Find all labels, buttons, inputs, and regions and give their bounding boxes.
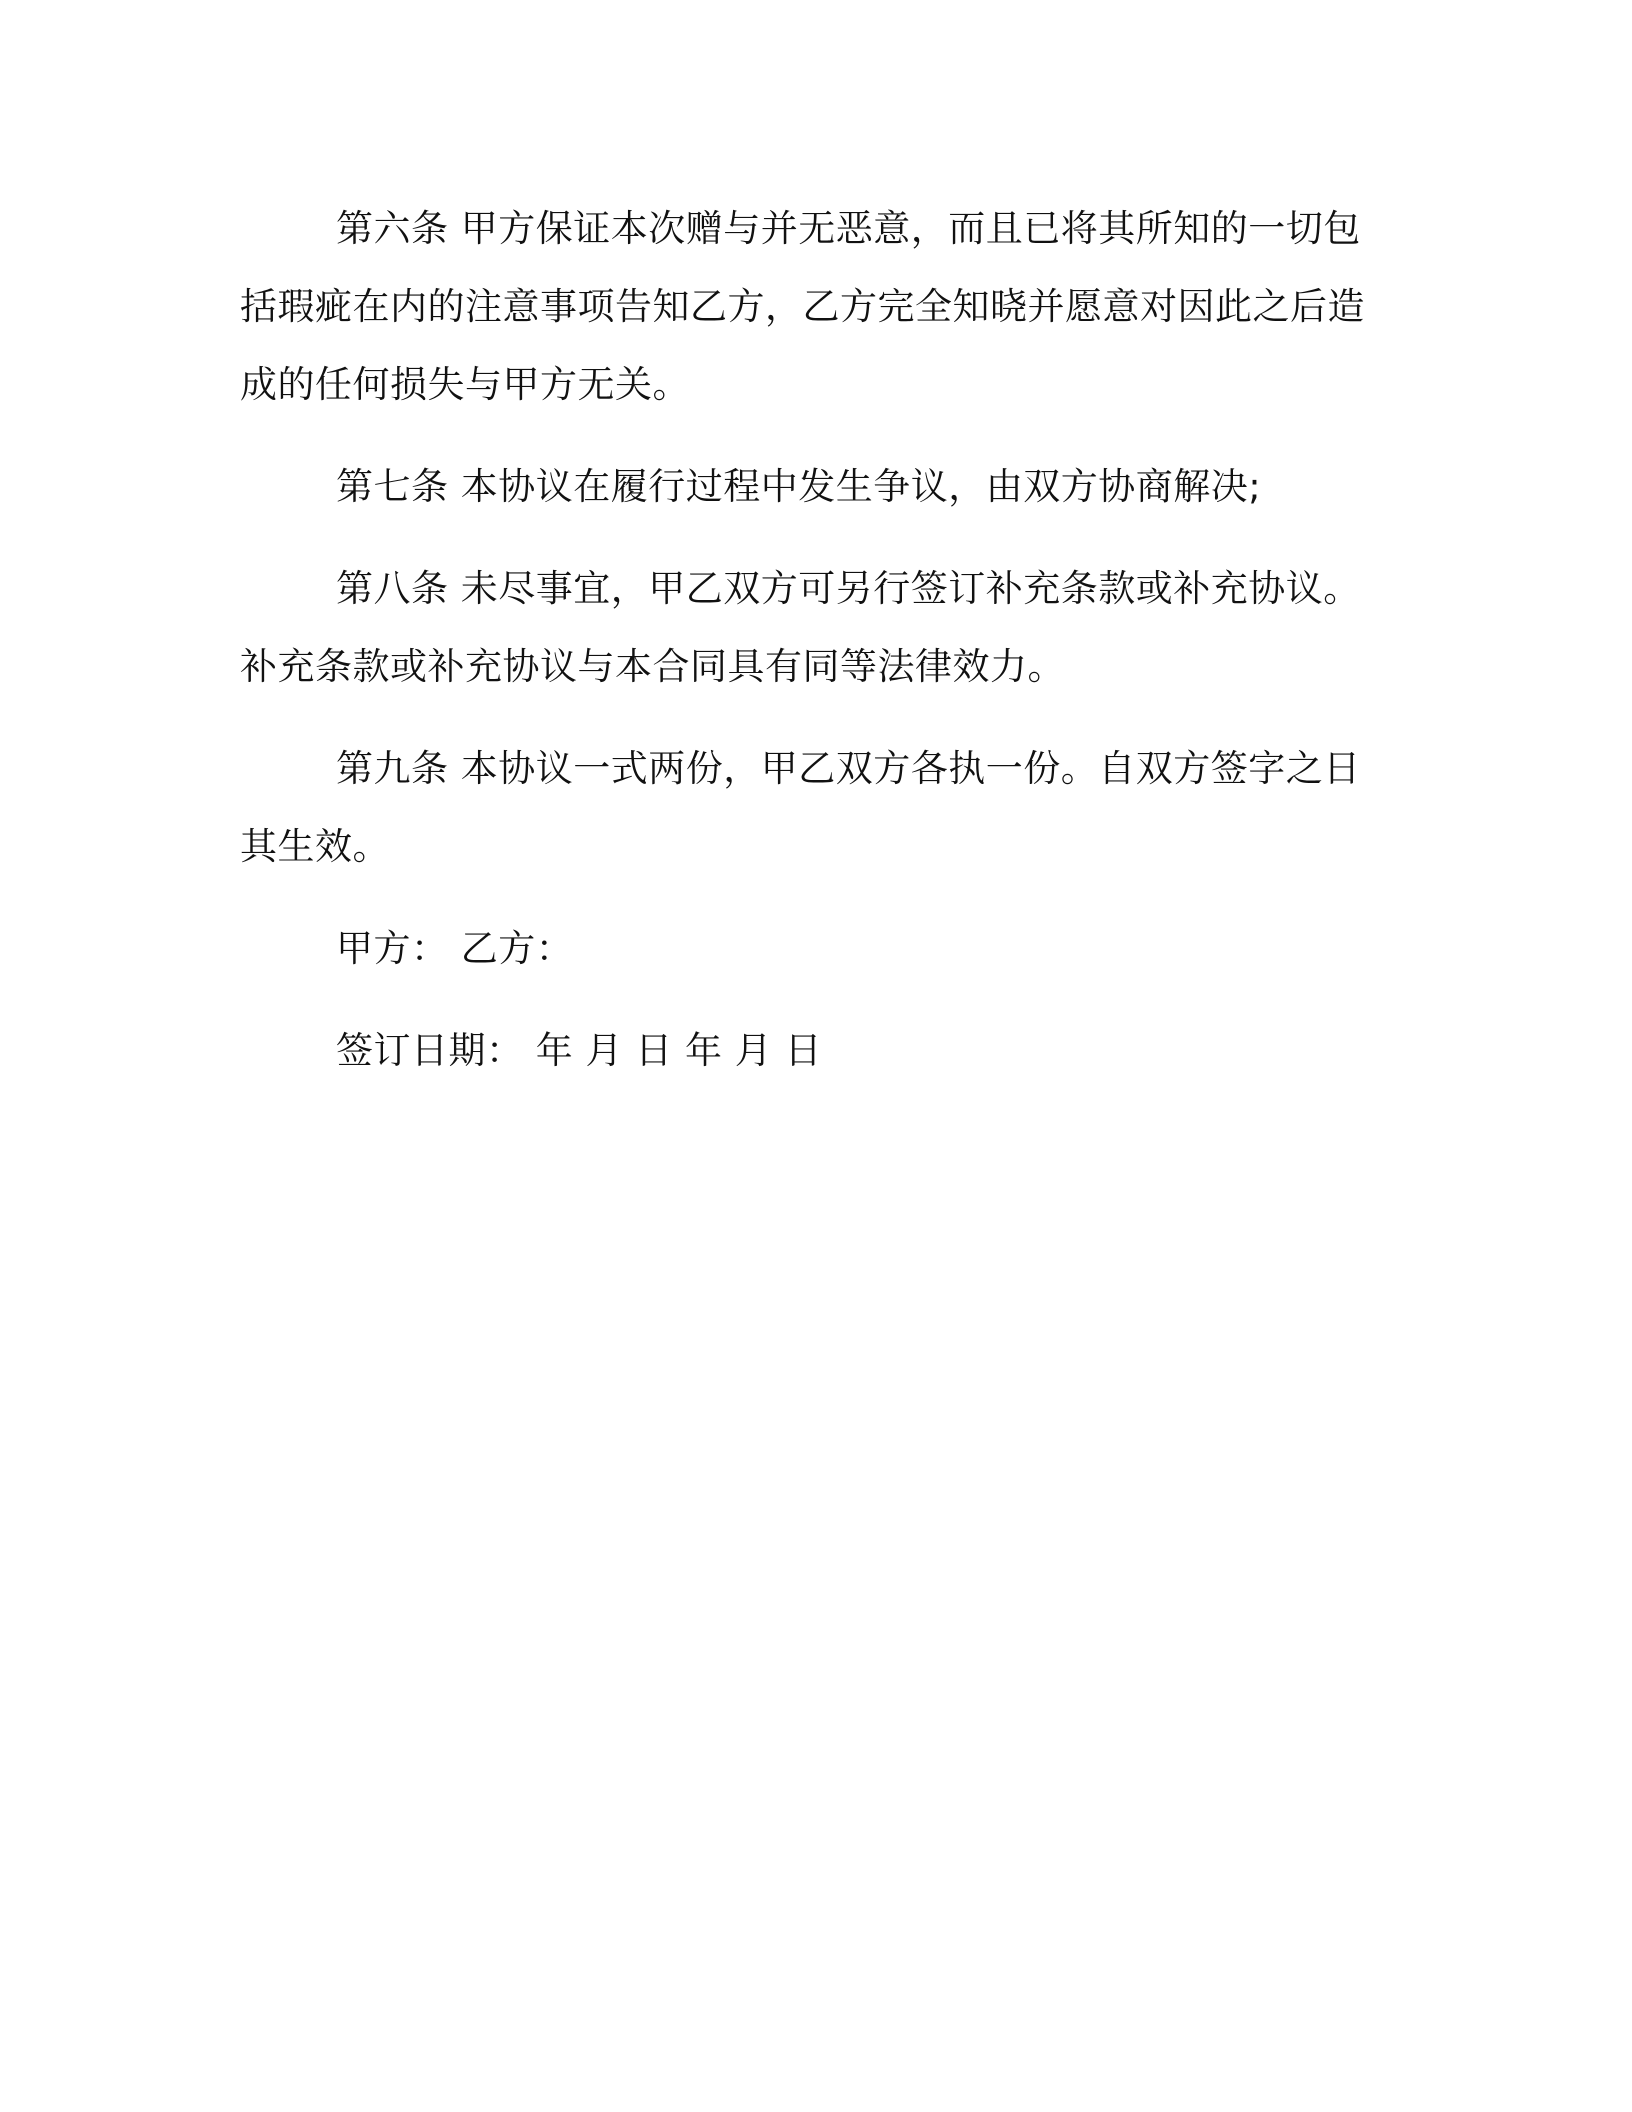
article-6-paragraph: 第六条 甲方保证本次赠与并无恶意，而且已将其所知的一切包括瑕疵在内的注意事项告知乙方，乙方完全知晓并愿意对因此之后造成的任何损失与甲方无关。 (240, 207, 1365, 406)
article-7-paragraph: 第七条 本协议在履行过程中发生争议，由双方协商解决; (336, 465, 1262, 508)
signing-date-line: 签订日期： 年 月 日 年 月 日 (336, 1029, 823, 1072)
article-9-paragraph: 第九条 本协议一式两份，甲乙双方各执一份。自双方签字之日其生效。 (240, 747, 1361, 868)
signature-parties-line: 甲方： 乙方： (336, 927, 574, 970)
article-8-paragraph: 第八条 未尽事宜，甲乙双方可另行签订补充条款或补充协议。补充条款或补充协议与本合同具有同等法律效力。 (240, 567, 1361, 688)
document-body (240, 190, 1380, 1114)
